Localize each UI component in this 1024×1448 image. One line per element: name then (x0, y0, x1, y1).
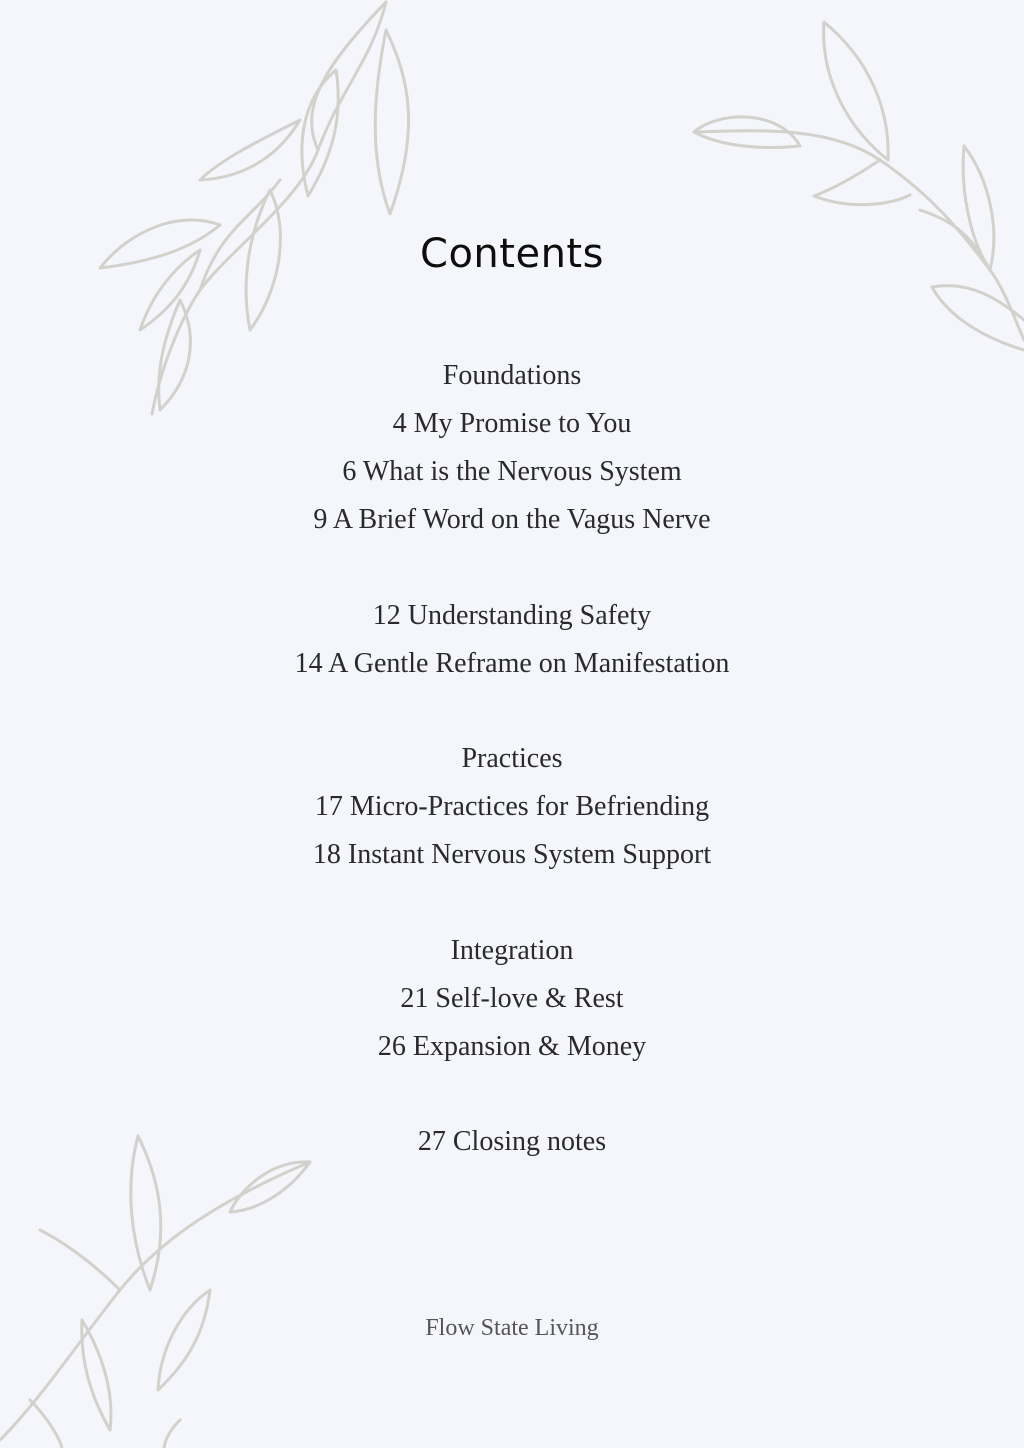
toc-entry: 21 Self-love & Rest (400, 982, 624, 1014)
section-spacer (0, 879, 1024, 927)
footer-brand: Flow State Living (425, 1315, 599, 1341)
page-title: Contents (420, 231, 604, 277)
toc-entry: 27 Closing notes (417, 1126, 607, 1157)
section-spacer (0, 688, 1024, 736)
toc-entry: 6 What is the Nervous System (342, 456, 682, 487)
toc-entry: 18 Instant Nervous System Support (312, 839, 712, 870)
section-spacer (0, 544, 1024, 592)
toc-entry: 4 My Promise to You (392, 408, 632, 439)
toc-entry: 14 A Gentle Reframe on Manifestation (294, 647, 730, 679)
section-heading-practices: Practices (461, 743, 563, 774)
toc-entry: 17 Micro-Practices for Befriending (314, 791, 710, 822)
toc-entry: 12 Understanding Safety (372, 599, 652, 631)
toc-entry: 26 Expansion & Money (377, 1030, 647, 1062)
section-heading-integration: Integration (450, 934, 574, 966)
bottom-left-branch (0, 1136, 310, 1448)
section-heading-foundations: Foundations (442, 360, 582, 391)
toc-entry: 9 A Brief Word on the Vagus Nerve (313, 504, 711, 535)
top-right-branch (694, 22, 1024, 350)
section-spacer (0, 1071, 1024, 1119)
table-of-contents (0, 352, 1024, 1166)
